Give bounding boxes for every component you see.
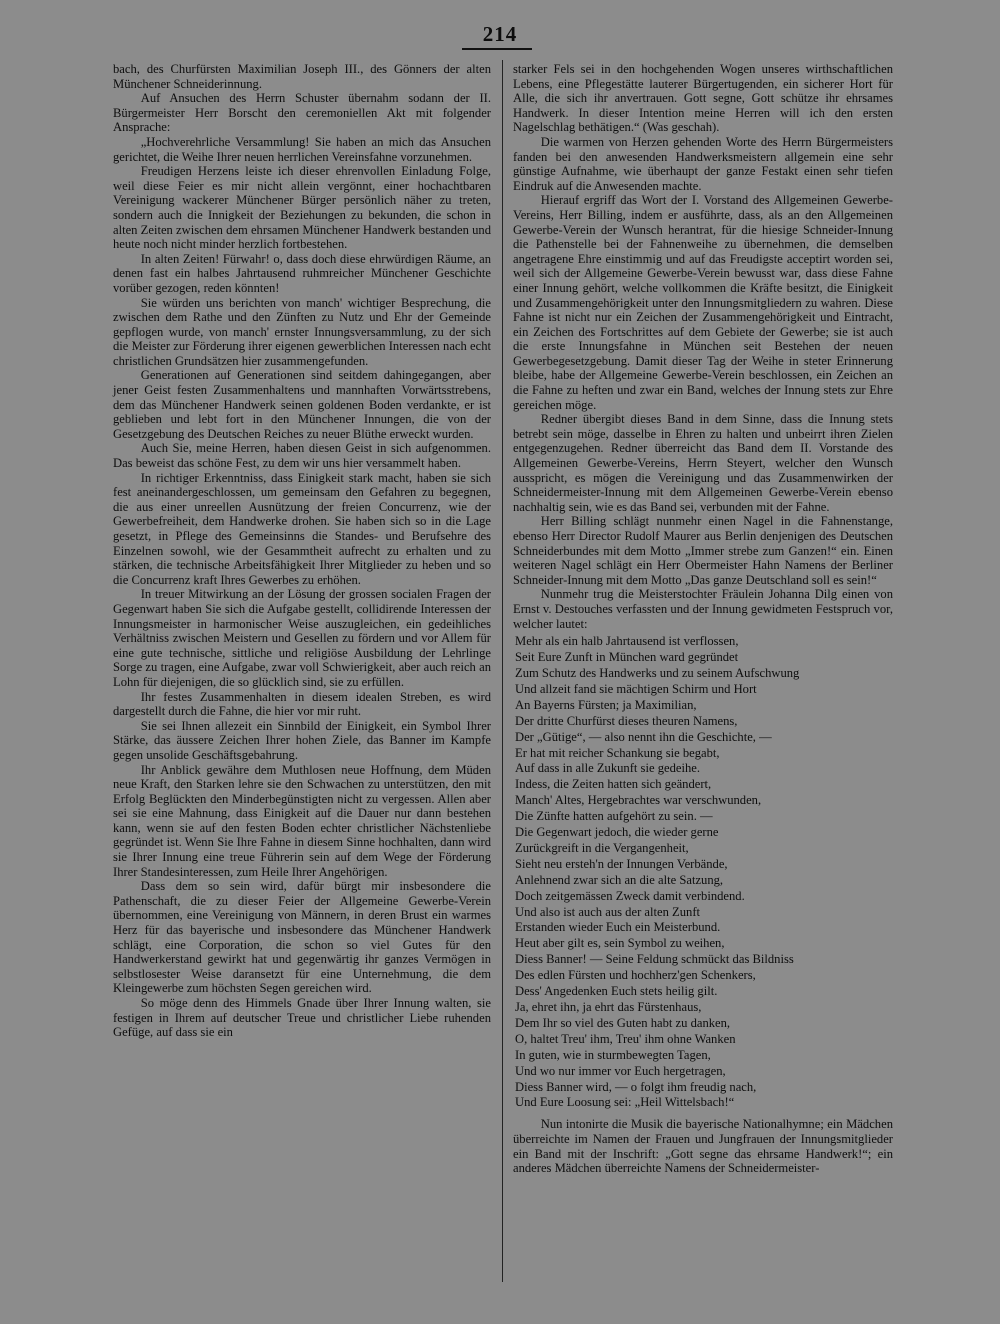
paragraph: Hierauf ergriff das Wort der I. Vorstand des Allgemeinen Gewerbe-Vereins, Herr Billing, indem er ausführte, dass, als an den Allgemeinen Gewerbe-Verein der Wunsch herantrat, für die hiesige Schneider-Innung die Pathenstelle bei der Fahnenweihe zu übernehmen, die demselben angetragene Ehre einstimmig und auf das Freudigste acceptirt worden sei, weil sich der Allgemeine Gewerbe-Verein bewusst war, dass diese Fahne einer Innung gehört, welche vollkommen die Kräfte besitzt, die Einigkeit und Zusammengehörigkeit unter den Innungsmitgliedern zu wahren. Diese Fahne ist nicht nur ein Zeichen der Zusammengehörigkeit und Eintracht, ein Zeichen des Fortschrittes auf dem Gebiete der Gewerbe; sie ist auch die erste Innungsfahne in München seit Bestehen der neuen Gewerbegesetzgebung. Damit dieser Tag der Weihe in steter Erinnerung bleibe, habe der Allgemeine Gewerbe-Verein beschlossen, ein Zeichen an die Fahne zu heften und zwar ein Band, welches der Innung stets zur Ehre gereichen möge.	[513, 193, 893, 412]
paragraph: Redner übergibt dieses Band in dem Sinne, dass die Innung stets betrebt sein möge, dasselbe in Ehren zu halten und unbeirrt ihren Zielen entgegenzugehen. Redner überreicht das Band dem II. Vorstande des Allgemeinen Gewerbe-Vereins, Herrn Steyert, welcher den Wunsch ausspricht, es mögen die Vereinigung und das Zusammenwirken der Schneidermeister-Innung mit dem Allgemeinen Gewerbe-Verein ebenso nachhaltig sein, wie es das Band sei, verbunden mit der Fahne.	[513, 412, 893, 514]
verse-line: Manch' Altes, Hergebrachtes war verschwunden,	[515, 793, 762, 808]
paragraph: Freudigen Herzens leiste ich dieser ehrenvollen Einladung Folge, weil diese Feier es mir nicht allein vergönnt, einer hochachtbaren Vereinigung wackerer Münchener Bürger persönlich näher zu treten, sondern auch die Innigkeit der Beziehungen zu bekunden, die schon in alten Zeiten zwischen dem ehrsamen Münchener Handwerk bestanden und heute noch nicht minder herzlich fortbestehen.	[113, 164, 491, 252]
paragraph: In treuer Mitwirkung an der Lösung der grossen socialen Fragen der Gegenwart haben Sie sich die Aufgabe gestellt, collidirende Interessen der Innungsmeister in harmonischer Weise auszugleichen, ein gedeihliches Verhältniss zwischen Meistern und Gesellen zu fördern und vor Allem für eine gute technische, sittliche und religiöse Ausbildung der Lehrlinge Sorge zu tragen, eine Aufgabe, zwar voll Schwierigkeit, aber auch reich an Lohn für diejenigen, die so glücklich sind, sie zu erfüllen.	[113, 587, 491, 689]
paragraph: Ihr festes Zusammenhalten in diesem idealen Streben, es wird dargestellt durch die Fahne, die hier vor mir ruht.	[113, 689, 491, 719]
verse-line: Der „Gütige“, — also nennt ihn die Geschichte, —	[515, 729, 772, 744]
verse-line: Die Gegenwart jedoch, die wieder gerne	[515, 825, 719, 840]
paragraph: Dass dem so sein wird, dafür bürgt mir insbesondere die Pathenschaft, die zu dieser Feier der Allgemeine Gewerbe-Verein übernommen, eine Vereinigung von Männern, in deren Brust ein warmes Herz für das bayerische und insbesondere das Münchener Handwerk schlägt, eine Corporation, die schon so viel Gutes für den Handwerkerstand gewirkt hat und gegenwärtig ihr ganzes Vermögen in selbstlosester Weise daransetzt für eine Unternehmung, die dem Kleingewerbe zum höchsten Segen gereichen wird.	[113, 879, 491, 996]
paragraph: Nun intonirte die Musik die bayerische Nationalhymne; ein Mädchen überreichte im Namen der Frauen und Jungfrauen der Innungsmitglieder ein Band mit der Inschrift: „Gott segne das ehrsame Handwerk!“; ein anderes Mädchen überreichte Namens der Schneidermeister-	[513, 1117, 893, 1176]
paragraph: Herr Billing schlägt nunmehr einen Nagel in die Fahnenstange, ebenso Herr Director Rudolf Maurer aus Berlin denjenigen des Deutschen Schneiderbundes mit dem Motto „Immer strebe zum Ganzen!“ ein. Einen weiteren Nagel schlägt ein Herr Obermeister Hahn Namens der Berliner Schneider-Innung mit dem Motto „Das ganze Deutschland soll es sein!“	[513, 514, 893, 587]
paragraph: starker Fels sei in den hochgehenden Wogen unseres wirthschaftlichen Lebens, eine Pflegestätte lauterer Bürgertugenden, ein sicherer Hort für Alle, die sich ihr anvertrauen. Gott segne, Gott schütze ihr ehrsames Handwerk. In dieser Intention meine Herren will ich den ersten Nagelschlag bethätigen.“ (Was geschah).	[513, 62, 893, 135]
paragraph: Sie sei Ihnen allezeit ein Sinnbild der Einigkeit, ein Symbol Ihrer Stärke, das äussere Zeichen Ihrer hohen Ziele, das Banner im Kampfe gegen unsolide Geschäftsgebahrung.	[113, 718, 491, 762]
paragraph: In alten Zeiten! Fürwahr! o, dass doch diese ehrwürdigen Räume, an denen fast ein halbes Jahrtausend ruhmreicher Münchener Geschichte vorüber gezogen, reden könnten!	[113, 251, 491, 295]
verse-line: Diess Banner! — Seine Feldung schmückt das Bildniss	[515, 952, 794, 967]
verse-line: In guten, wie in sturmbewegten Tagen,	[515, 1047, 711, 1062]
verse-line: Des edlen Fürsten und hochherz'gen Schenkers,	[515, 968, 756, 983]
verse-line: Seit Eure Zunft in München ward gegründet	[515, 650, 739, 665]
paragraph: Sie würden uns berichten von manch' wichtiger Besprechung, die zwischen dem Rathe und den Zünften zu Nutz und Ehr der Gemeinde gepflogen wurde, von manch' ernster Innungsversammlung, zu der sich die Meister zur Förderung ihrer eigenen gewerblichen Interessen nach echt christlichen Grundsätzen hier zusammengefunden.	[113, 295, 491, 368]
verse-line: Zurückgreift in die Vergangenheit,	[515, 840, 689, 855]
verse-line: Sieht neu ersteh'n der Innungen Verbände,	[515, 856, 728, 871]
verse-line: Zum Schutz des Handwerks und zu seinem Aufschwung	[515, 665, 800, 680]
right-column	[513, 62, 893, 1176]
paragraph: Ihr Anblick gewähre dem Muthlosen neue Hoffnung, dem Müden neue Kraft, den Starken lehre sie den Schwachen zu unterstützen, den mit Erfolg Beglückten den Minderbegünstigten nicht zu vergessen. Allen aber sei sie eine Mahnung, dass Einigkeit auf die Dauer nur dann bestehen kann, wenn sie auf den festen Boden echter christlicher Nächstenliebe gegründet ist. Wenn Sie Ihre Fahne in diesem Sinne hochhalten, dann wird sie Ihrer Innung eine treue Führerin sein auf dem Wege der Förderung Ihrer Standesinteressen, zum Heile Ihrer Angehörigen.	[113, 762, 491, 879]
verse-line: An Bayerns Fürsten; ja Maximilian,	[515, 697, 697, 712]
verse-line: Der dritte Churfürst dieses theuren Namens,	[515, 713, 738, 728]
verse-line: Indess, die Zeiten hatten sich geändert,	[515, 777, 712, 792]
verse-line: Und allzeit fand sie mächtigen Schirm und Hort	[515, 681, 757, 696]
right-column-prose-bottom	[513, 1117, 893, 1175]
verse-line: Dess' Angedenken Euch stets heilig gilt.	[515, 984, 718, 999]
paragraph: Generationen auf Generationen sind seitdem dahingegangen, aber jener Geist festen Zusammenhaltens und mannhaften Vorwärtsstrebens, dem das Münchener Handwerk seinen goldenen Boden verdankte, er ist geblieben und lebt fort in den Münchener Innungen, die von der Gesetzgebung des Deutschen Reiches zu neuer Blüthe erweckt wurden.	[113, 368, 491, 441]
left-column	[113, 62, 491, 1040]
paragraph: „Hochverehrliche Versammlung! Sie haben an mich das Ansuchen gerichtet, die Weihe Ihrer neuen herrlichen Vereinsfahne vorzunehmen.	[113, 134, 491, 164]
paragraph: Auf Ansuchen des Herrn Schuster übernahm sodann der II. Bürgermeister Herr Borscht den ceremoniellen Akt mit folgender Ansprache:	[113, 91, 491, 135]
paragraph: Nunmehr trug die Meisterstochter Fräulein Johanna Dilg einen von Ernst v. Destouches verfassten und der Innung gewidmeten Festspruch vor, welcher lautet:	[513, 587, 893, 631]
paragraph: Auch Sie, meine Herren, haben diesen Geist in sich aufgenommen. Das beweist das schöne Fest, zu dem wir uns hier versammelt haben.	[113, 441, 491, 471]
page-number-rule	[462, 48, 532, 50]
verse-line: Anlehnend zwar sich an die alte Satzung,	[515, 872, 724, 887]
page-number: 214	[482, 22, 518, 46]
verse-line: Erstanden wieder Euch ein Meisterbund.	[515, 920, 721, 935]
verse-line: Heut aber gilt es, sein Symbol zu weihen,	[515, 936, 725, 951]
paragraph: Die warmen von Herzen gehenden Worte des Herrn Bürgermeisters fanden bei den anwesenden Handwerksmeistern allgemein eine sehr günstige Aufnahme, wie überhaupt der ganze Festakt einen sehr tiefen Eindruk auf die Anwesenden machte.	[513, 134, 893, 193]
paragraph: In richtiger Erkenntniss, dass Einigkeit stark macht, haben sie sich fest aneinandergeschlossen, um gemeinsam den Gefahren zu begegnen, die aus einer unreellen Ausnützung der freien Concurrenz, wie der Gewerbefreiheit, dem Handwerke drohen. Sie haben sich so in die Lage gesetzt, in Pflege des Gemeinsinns die Standes- und Berufsehre des Einzelnen sowohl, wie der Gesammtheit aufrecht zu erhalten und zu stärken, die technische Arbeitsfähigkeit Ihrer Mitglieder zu heben und so die Concurrenz kraft Ihres Gewerbes zu erhöhen.	[113, 470, 491, 587]
verse-line: Mehr als ein halb Jahrtausend ist verflossen,	[515, 634, 739, 649]
verse-line: Und wo nur immer vor Euch hergetragen,	[515, 1063, 726, 1078]
festspruch-verse	[513, 634, 893, 1111]
verse-line: Die Zünfte hatten aufgehört zu sein. —	[515, 809, 713, 824]
column-divider	[502, 60, 503, 1282]
verse-line: Diess Banner wird, — o folgt ihm freudig nach,	[515, 1079, 757, 1094]
paragraph: bach, des Churfürsten Maximilian Joseph III., des Gönners der alten Münchener Schneiderinnung.	[113, 62, 491, 91]
verse-line: Und Eure Loosung sei: „Heil Wittelsbach!“	[515, 1095, 735, 1110]
verse-line: Er hat mit reicher Schankung sie begabt,	[515, 745, 720, 760]
verse-line: Ja, ehret ihn, ja ehrt das Fürstenhaus,	[515, 1000, 702, 1014]
verse-line: Auf dass in alle Zukunft sie gedeihe.	[515, 761, 701, 776]
paragraph: So möge denn des Himmels Gnade über Ihrer Innung walten, sie festigen in Ihrem auf deutscher Treue und christlicher Liebe ruhenden Gefüge, auf dass sie ein	[113, 996, 491, 1040]
verse-line: O, haltet Treu' ihm, Treu' ihm ohne Wanken	[515, 1031, 736, 1046]
verse-line: Dem Ihr so viel des Guten habt zu danken,	[515, 1015, 731, 1030]
verse-line: Doch zeitgemässen Zweck damit verbindend.	[515, 888, 745, 903]
right-column-prose-top	[513, 62, 893, 631]
verse-line: Und also ist auch aus der alten Zunft	[515, 904, 701, 919]
